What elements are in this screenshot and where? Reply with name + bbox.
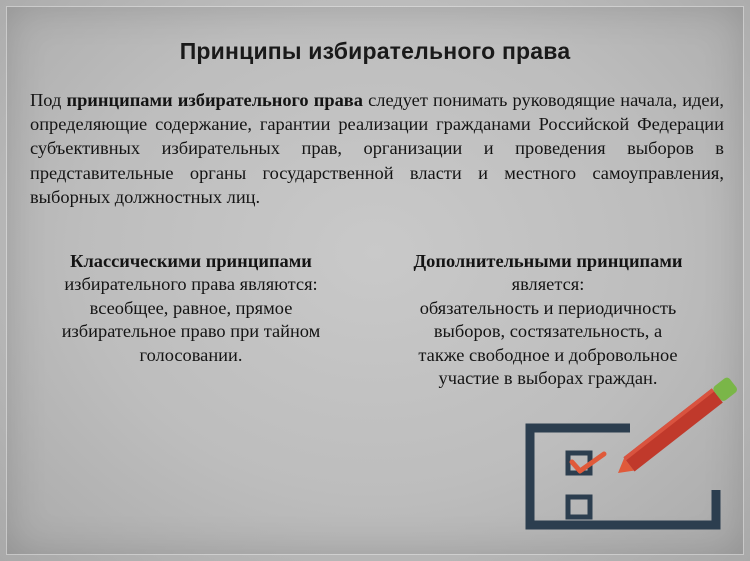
- classic-principles-text: избирательного права являются: всеобщее, равное, прямое избирательное право при тайном голосовании.: [61, 274, 321, 365]
- additional-principles-heading: Дополнительными принципами: [413, 251, 683, 271]
- paragraph-bold-term: принципами избирательного права: [66, 90, 363, 110]
- classic-principles-heading: Классическими принципами: [70, 251, 312, 271]
- additional-principles-text: обязательность и периодичность выборов, состязательность, а также свободное и добровольное участие в выборах граждан.: [418, 297, 678, 389]
- ballot-checklist-pencil-icon: [510, 370, 750, 540]
- page-title: Принципы избирательного права: [179, 38, 571, 64]
- classic-principles-block: [60, 250, 322, 367]
- paragraph-rest: следует понимать руководящие начала, идеи, определяющие содержание, гарантии реализации гражданами Российской Федерации субъективных избирательных прав, организации и проведения выборов в представительные органы государственной власти и местного самоуправления, выборных должностных лиц.: [30, 90, 725, 207]
- paragraph-lead: Под: [30, 90, 67, 110]
- definition-paragraph: [30, 88, 724, 209]
- additional-principles-verb: является:: [511, 274, 585, 295]
